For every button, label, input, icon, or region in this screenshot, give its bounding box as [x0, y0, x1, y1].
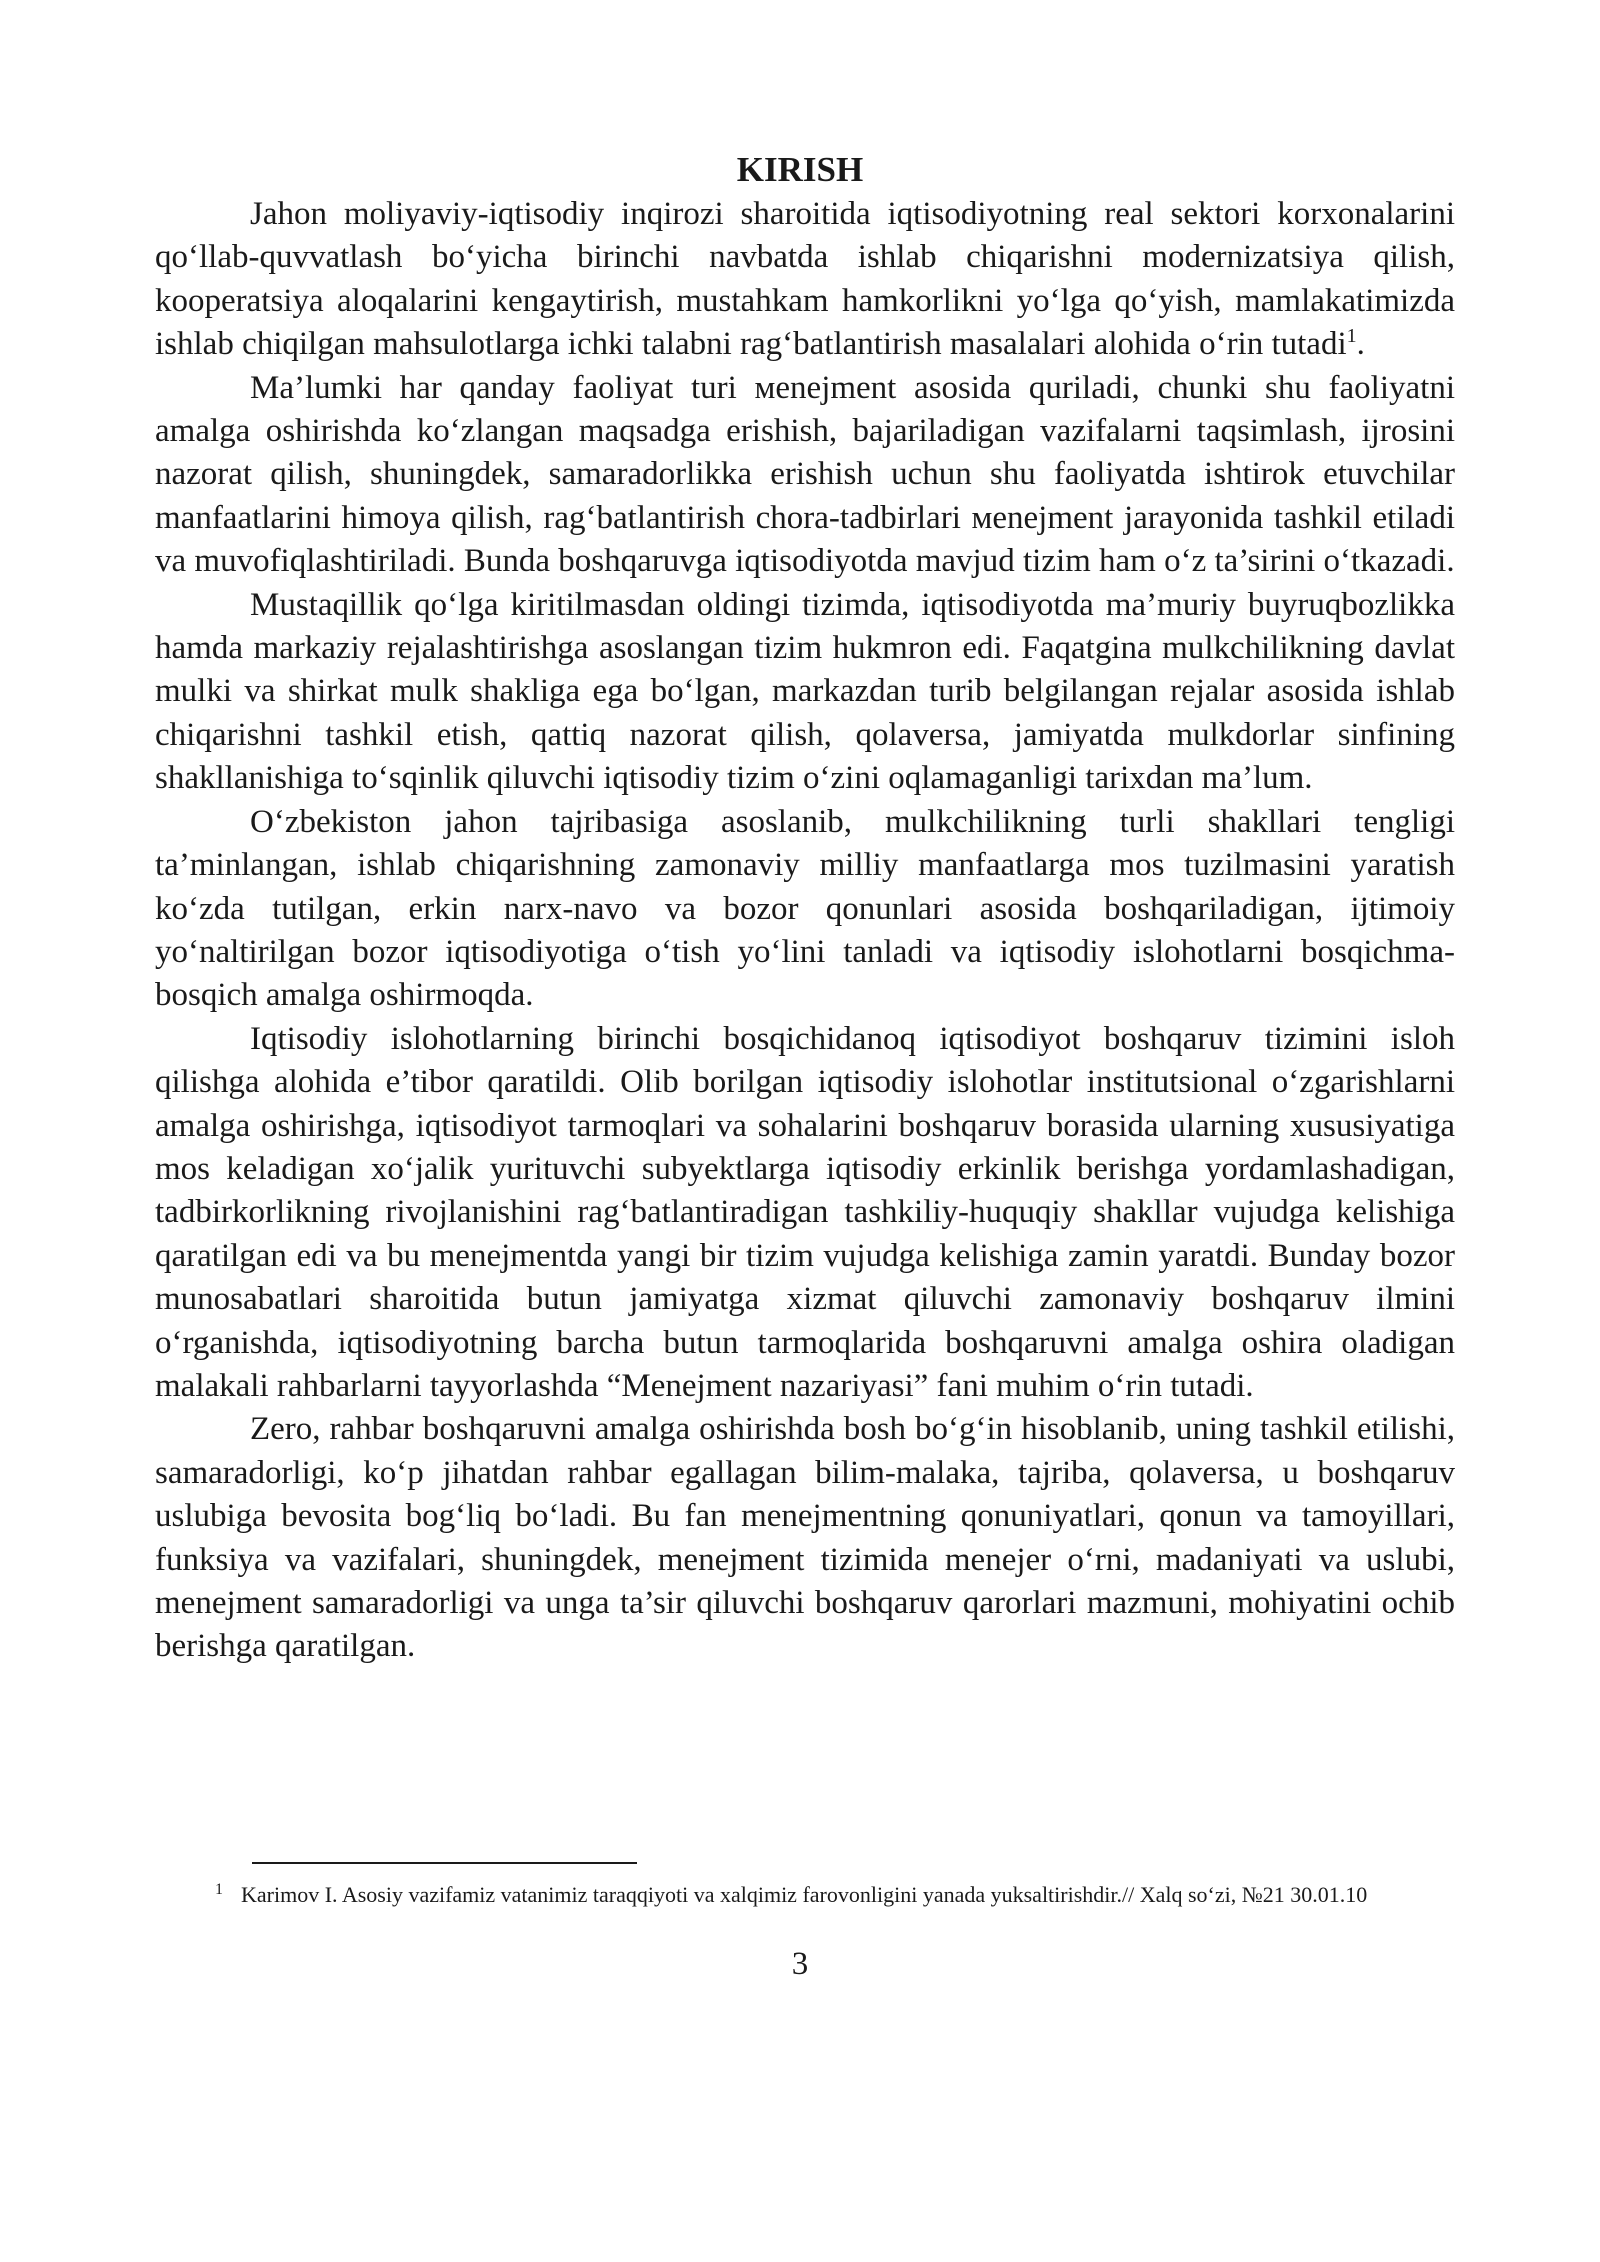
footnote-divider	[252, 1862, 637, 1864]
page-number: 3	[791, 1946, 809, 1982]
footnote	[155, 1880, 1455, 1910]
paragraph-4: O‘zbekiston jahon tajribasiga asoslanib, mulkchilikning turli shakllari tengligi ta’minlangan, ishlab chiqarishning zamonaviy milliy manfaatlarga mos tuzilmasini yaratish ko‘zda tutilgan, erkin narx-navo va bozor qonunlari asosida boshqariladigan, ijtimoiy yo‘naltirilgan bozor iqtisodiyotiga o‘tish yo‘lini tanladi va iqtisodiy islohotlarni bosqichma-bosqich amalga oshirmoqda.	[155, 803, 1455, 1014]
paragraph-3: Mustaqillik qo‘lga kiritilmasdan oldingi tizimda, iqtisodiyotda ma’muriy buyruqbozlikka hamda markaziy rejalashtirishga asoslangan tizim hukmron edi. Faqatgina mulkchilikning davlat mulki va shirkat mulk shakliga ega bo‘lgan, markazdan turib belgilangan rejalar asosida ishlab chiqarishni tashkil etish, qattiq nazorat qilish, qolaversa, jamiyatda mulkdorlar sinfining shakllanishiga to‘sqinlik qiluvchi iqtisodiy tizim o‘zini oqlamaganligi tarixdan ma’lum.	[155, 586, 1455, 797]
paragraph-5: Iqtisodiy islohotlarning birinchi bosqichidanoq iqtisodiyot boshqaruv tizimini isloh qilishga alohida e’tibor qaratildi. Olib borilgan iqtisodiy islohotlar institutsional o‘zgarishlarni amalga oshirishga, iqtisodiyot tarmoqlari va sohalarini boshqaruv borasida ularning xususiyatiga mos keladigan xo‘jalik yurituvchi subyektlarga iqtisodiy erkinlik berishga yordamlashadigan, tadbirkorlikning rivojlanishini rag‘batlantiradigan tashkiliy-huquqiy shakllar vujudga kelishiga qaratilgan edi va bu menejmentda yangi bir tizim vujudga kelishiga zamin yaratdi. Bunday bozor munosabatlari sharoitida butun jamiyatga xizmat qiluvchi zamonaviy boshqaruv ilmini o‘rganishda, iqtisodiyotning barcha butun tarmoqlarida boshqaruvni amalga oshira oladigan malakali rahbarlarni tayyorlashda “Menejment nazariyasi” fani muhim o‘rin tutadi.	[155, 1020, 1455, 1404]
paragraph-2: Ma’lumki har qanday faoliyat turi мenejment asosida quriladi, chunki shu faoliyatni amalga oshirishda ko‘zlangan maqsadga erishish, bajariladigan vazifalarni taqsimlash, ijrosini nazorat qilish, shuningdek, samaradorlikka erishish uchun shu faoliyatda ishtirok etuvchilar manfaatlarini himoya qilish, rag‘batlantirish chora-tadbirlari мenejment jarayonida tashkil etiladi va muvofiqlashtiriladi. Bunda boshqaruvga iqtisodiyotda mavjud tizim ham o‘z ta’sirini o‘tkazadi.	[155, 369, 1455, 580]
paragraph-1-tail: .	[1356, 326, 1365, 363]
paragraph-1	[155, 193, 1455, 367]
footnote-reference[interactable]: 1	[1346, 325, 1357, 348]
paragraph-1-text: Jahon moliyaviy-iqtisodiy inqirozi sharoitida iqtisodiyotning real sektori korxonalarini qo‘llab-quvvatlash bo‘yicha birinchi navbatda ishlab chiqarishni modernizatsiya qilish, kooperatsiya aloqalarini kengaytirish, mustahkam hamkorlikni yo‘lga qo‘yish, mamlakatimizda ishlab chiqilgan mahsulotlarga ichki talabni rag‘batlantirish masalalari alohida o‘rin tutadi	[155, 196, 1455, 363]
footnote-number: 1	[215, 1880, 223, 1898]
paragraph-6: Zero, rahbar boshqaruvni amalga oshirishda bosh bo‘g‘in hisoblanib, uning tashkil etilishi, samaradorligi, ko‘p jihatdan rahbar egallagan bilim-malaka, tajriba, qolaversa, u boshqaruv uslubiga bevosita bog‘liq bo‘ladi. Bu fan menejmentning qonuniyatlari, qonun va tamoyillari, funksiya va vazifalari, shuningdek, menejment tizimida menejer o‘rni, madaniyati va uslubi, menejment samaradorligi va unga ta’sir qiluvchi boshqaruv qarorlari mazmuni, mohiyatini ochib berishga qaratilgan.	[155, 1411, 1455, 1665]
body-text	[155, 193, 1455, 1669]
footnote-text: Karimov I. Asosiy vazifamiz vatanimiz taraqqiyoti va xalqimiz farovonligini yanada yuksaltirishdir.// Xalq so‘zi, №21 30.01.10	[241, 1882, 1368, 1907]
page-title: KIRISH	[736, 150, 864, 189]
